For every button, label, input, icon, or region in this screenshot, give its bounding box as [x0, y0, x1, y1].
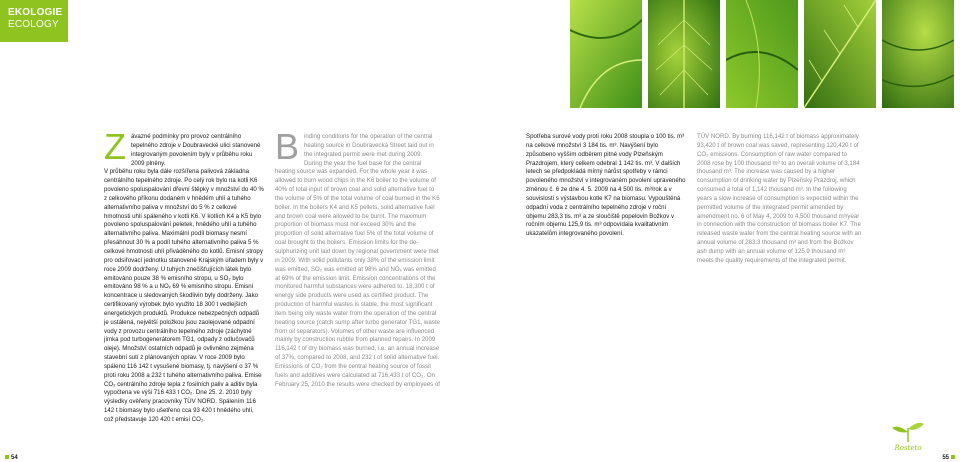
page-number-right: [942, 455, 957, 461]
page-number-left: [3, 455, 18, 461]
rosteto-logo: [888, 420, 928, 452]
column-2-english: [275, 126, 440, 389]
section-title: EKOLOGIE: [8, 7, 63, 18]
dropcap-z: Z: [104, 126, 126, 167]
column-3-czech: [526, 133, 686, 239]
column-4-body: TÜV NORD. By burning 116,142 t of biomass approximately 93,420 t of brown coal was saved, representing 120,420 t of CO₂ emissions. Consumption of raw water compared to 2008 rose by 100 thousand m³ to an overall volume of 3,184 thousand m³. The increase was caused by a higher consumption of drinking water by Plzeňský Prazdroj, which consumed a total of 1,142 thousand m³. In the following years a slow increase of consumption is expected within the permitted volume of the integrated permit amended by amendment no. 6 of May 4, 2009 to 4,500 thousand m³/year in connection with the construction of biomass boiler K7. The released waste water from the central heating source with an annual volume of 283.3 thousand m³ and from the Božkov ash dump with an annual volume of 125.9 thousand m³ meets the quality requirements of the integrated permit.: [697, 133, 862, 264]
leaf-photo-2: [648, 0, 720, 108]
dropcap-b: B: [275, 126, 300, 167]
page-number-right-text: 55: [942, 455, 949, 461]
logo-text: Rosteto: [894, 444, 922, 452]
leaf-photo-5: [882, 0, 954, 108]
column-1-body: V průběhu roku byla dále rozšířena palivová základna centrálního tepelného zdroje. Po celý rok bylo na kotli K6 povoleno spoluspalování dřevní štěpky v množství do 40 % z celkového příkonu dodaném v hnědém uhlí a tuhého alternativního paliva v množství do 5 % z celkové hmotnosti uhlí spáleného v kotli K6. V kotlích K4 a K5 bylo povoleno spoluspalování peletek, hnědého uhlí a tuhého alternativního paliva. Maximální podíl biomasy nesmí přesáhnout 30 % a podíl tuhého alternativního paliva 5 % celkové hmotnosti uhlí přiváděného do kotlů. Emisní stropy pro odsiřovací jednotku stanovené Krajským úřadem byly v roce 2009 dodrženy. U tuhých znečišťujících látek bylo emitováno pouze 38 % emisního stropu, u SO₂ bylo emitováno 98 % a u NOₓ 69 % emisního stropu. Emisní koncentrace u sledovaných škodlivin byly dodrženy. Jako certifikovaný výrobek bylo využito 18 300 t vedlejších energetických produktů. Produkce nebezpečných odpadů je ustálená, největší položkou jsou zaolejované odpadní vody z provozu centrálního tepelného zdroje (záchytné jímka pod turbogenerátorem TG1, odpady z odlučovačů oleje). Množství ostatních odpadů je ovlivněno zejména stavební sutí z plánovaných oprav. V roce 2009 bylo spáleno 116 142 t vysušené biomasy, tj. navýšení o 37 % proti roku 2008 a 232 t tuhého alternativního paliva. Emise CO₂ centrálního zdroje tepla z fosilních paliv a aditiv byla vypočtena ve výši 716 433 t CO₂. Dne 25. 2. 2010 byly výsledky ověřeny pracovníky TÜV NORD. Spálením 116 142 t biomasy bylo ušetřeno cca 93 420 t hnědého uhlí, což představuje 120 420 t emisí CO₂.: [104, 168, 264, 423]
column-1-czech: [104, 126, 264, 425]
page-marker-right: [951, 455, 955, 459]
column-1-intro: ávazné podmínky pro provoz centrálního tepelného zdroje v Doubravecké ulici stanovené integrovaným povolením byly v průběhu roku 2009 plněny.: [131, 133, 261, 167]
sprout-icon: [888, 420, 928, 442]
leaf-photo-3: [726, 0, 798, 108]
leaf-photo-4: [804, 0, 876, 108]
column-2-intro: inding conditions for the operation of the central heating source in Doubravecká Street laid out in the integrated permit were met during 2009.: [304, 133, 434, 158]
column-3-body: Spotřeba surové vody proti roku 2008 stoupla o 100 tis. m³ na celkové množství 3 184 tis. m³. Navýšení bylo způsobeno vyšším odběrem pitné vody Plzeňským Prazdrojem, který celkem odebral 1 142 tis. m³. V dalších letech se předpokládá mírný nárůst spotřeby v rámci povoleného množství v integrovaném povolení upraveného změnou č. 6 ze dne 4. 5. 2009 na 4 500 tis. m³/rok a v souvislosti s výstavbou kotle K7 na biomasu. Vypouštěná odpadní voda z centrálního tepelného zdroje v roční objemu 283,3 tis. m³ a ze sloučiště popelovin Božkov v ročním objemu 125,9 tis. m³ odpovídala kvalitativním ukazatelům integrovaného povolení.: [526, 133, 686, 238]
column-4-english: [697, 133, 862, 266]
page-marker-left: [5, 455, 9, 459]
leaf-photo-strip: [570, 0, 960, 108]
leaf-photo-1: [570, 0, 642, 108]
page-number-left-text: 54: [11, 455, 18, 461]
section-subtitle: ECOLOGY: [8, 19, 59, 30]
column-2-body: During the year the fuel base for the central heating source was expanded. For the whole year it was allowed to burn wood chips in the K6 boiler to the volume of 40% of total input of brown coal and solid alternative fuel to the volume of 5% of the total volume of coal burned in the K6 boiler. In the boilers K4 and K5 pellets, solid alternative fuel and brown coal were allowed to be burnt. The maximum proportion of biomass must not exceed 30% and the proportion of solid alternative fuel 5% of the total volume of coal brought to the boilers. Emission limits for the de-sulphurizing unit laid down by regional government were met in 2009. With solid pollutants only 38% of the emission limit was emitted, SO₂ was emitted at 98% and NOₓ was emitted at 69% of the emission limit. Emission concentrations of the monitored harmful substances were adhered to. 18,300 t of energy side products were used as certified product. The production of harmful wastes is stable, the most significant item being oily waste water from the operation of the central heating source (catch sump after turbo generator TG1, waste from oil separators). Volumes of other waste are influenced mainly by construction rubble from planned repairs. In 2009 116,142 t of dry biomass was burned, i.e. an annual increase of 37%, compared to 2008, and 232 t of solid alternative fuel. Emissions of CO₂ from the central heating source of fossil fuels and additives were calculated at 716,433 t of CO₂. On February 25, 2010 the results were checked by employees of: [275, 159, 440, 388]
section-tab: [0, 0, 68, 42]
